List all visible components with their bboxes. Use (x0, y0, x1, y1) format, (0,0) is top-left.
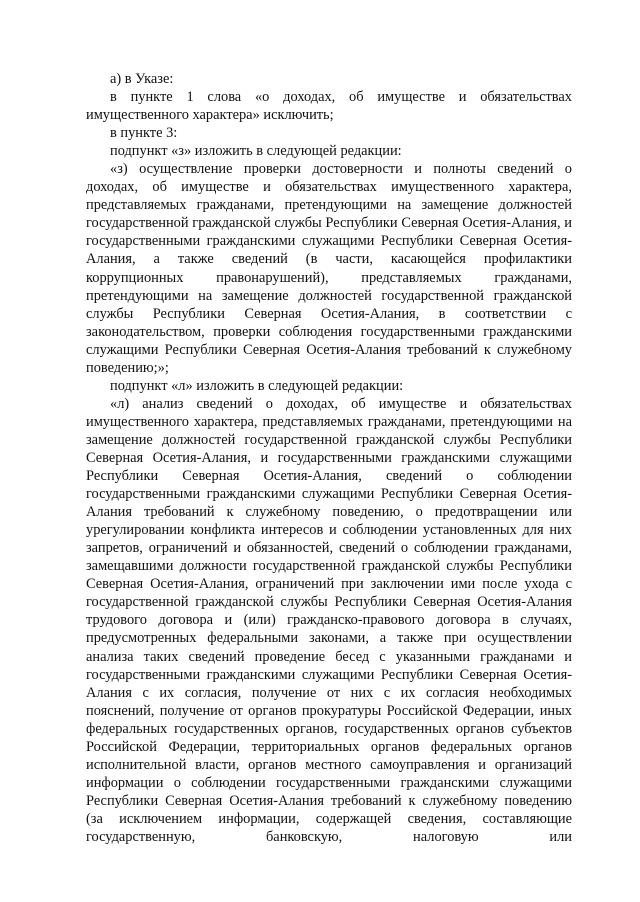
paragraph-subitem-l-heading: подпункт «л» изложить в следующей редакции: (110, 377, 404, 394)
paragraph-item-1: в пункте 1 слова «о доходах, об имуществе и обязательствах имущественного характера» исключить; (86, 89, 572, 124)
paragraph-intro: а) в Указе: (110, 71, 174, 87)
paragraph-subitem-z-text: «з) осуществление проверки достоверности и полноты сведений о доходах, об имуществе и обязательствах имущественного характера, представляемых гражданами, претендующими на замещение должностей государственной гражданской службы Республики Северная Осетия-Алания, и государственными гражданскими служащими Республики Северная Осетия-Алания, а также сведений (в части, касающейся профилактики коррупционных правонарушений), представляемых гражданами, претендующими на замещение должностей государственной гражданской службы Республики Северная Осетия-Алания, в соответствии с законодательством, проверки соблюдения государственными гражданскими служащими Республики Северная Осетия-Алания требований к служебному поведению;»; (86, 161, 572, 376)
paragraph-subitem-l-text: «л) анализ сведений о доходах, об имуществе и обязательствах имущественного характера, представляемых гражданами, претендующими на замещение должностей государственной гражданской службы Республики Северная Осетия-Алания, и государственными гражданскими служащими Республики Северная Осетия-Алания, сведений о соблюдении государственными гражданскими служащими Республики Северная Осетия-Алания требований к служебному поведению, о предотвращении или урегулировании конфликта интересов и соблюдении установленных для них запретов, ограничений и обязанностей, сведений о соблюдении гражданами, замещавшими должности государственной гражданской службы Республики Северная Осетия-Алания, ограничений при заключении ими после ухода с государственной гражданской службы Республики Северная Осетия-Алания трудового договора и (или) гражданско-правового договора в случаях, предусмотренных федеральными законами, а также при осуществлении анализа таких сведений проведение бесед с указанными гражданами и государственными гражданскими служащими Республики Северная Осетия-Алания с их согласия, получение от них с их согласия необходимых пояснений, получение от органов прокуратуры Российской Федерации, иных федеральных государственных органов, государственных органов субъектов Российской Федерации, территориальных органов федеральных органов исполнительной власти, органов местного самоуправления и организаций информации о соблюдении государственными гражданскими служащими Республики Северная Осетия-Алания требований к служебному поведению (за исключением информации, содержащей сведения, составляющие государственную, банковскую, налоговую или (86, 395, 572, 845)
document-body (86, 70, 572, 846)
paragraph-item-3: в пункте 3: (110, 125, 178, 142)
paragraph-subitem-z-heading: подпункт «з» изложить в следующей редакции: (110, 143, 402, 160)
